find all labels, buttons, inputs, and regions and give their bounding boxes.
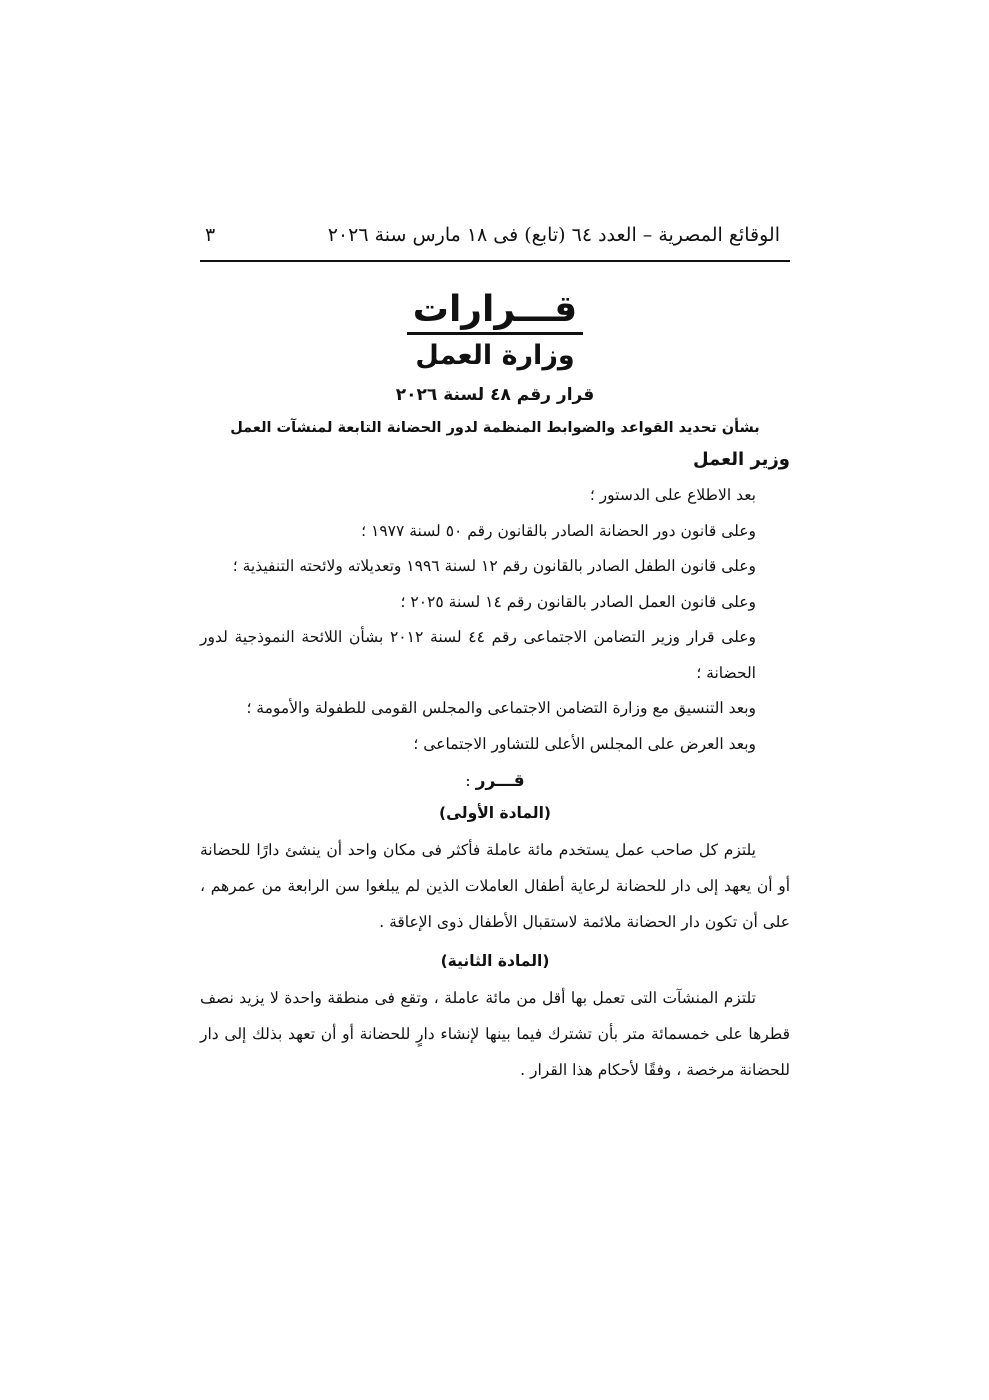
section-title: قـــرارات	[200, 288, 790, 332]
article-2-heading: (المادة الثانية)	[440, 952, 550, 970]
page-number: ٣	[205, 224, 216, 246]
recital-item: وبعد التنسيق مع وزارة التضامن الاجتماعى والمجلس القومى للطفولة والأمومة ؛	[246, 699, 756, 717]
recital-item: وعلى قانون العمل الصادر بالقانون رقم ١٤ لسنة ٢٠٢٥ ؛	[400, 592, 756, 611]
gazette-page	[200, 224, 790, 1094]
recital-item: وعلى قرار وزير التضامن الاجتماعى رقم ٤٤ لسنة ٢٠١٢ بشأن اللائحة النموذجية لدور الحضانة ؛	[200, 628, 756, 682]
recital-item: وعلى قانون دور الحضانة الصادر بالقانون رقم ٥٠ لسنة ١٩٧٧ ؛	[361, 521, 756, 540]
decided-heading	[200, 764, 790, 798]
running-title: الوقائع المصرية – العدد ٦٤ (تابع) فى ١٨ مارس سنة ٢٠٢٦	[327, 224, 780, 246]
decree-number: قرار رقم ٤٨ لسنة ٢٠٢٦	[395, 385, 595, 405]
article-1-heading: (المادة الأولى)	[438, 804, 551, 822]
issuer-title: وزير العمل	[693, 449, 790, 470]
header-rule	[200, 260, 790, 262]
recital-item: بعد الاطلاع على الدستور ؛	[589, 486, 756, 504]
ministry-name: وزارة العمل	[415, 340, 575, 371]
recital-item: وعلى قانون الطفل الصادر بالقانون رقم ١٢ لسنة ١٩٩٦ وتعديلاته ولائحته التنفيذية ؛	[232, 557, 756, 575]
decided-word: قـــرر	[475, 771, 525, 791]
recital-item: وبعد العرض على المجلس الأعلى للتشاور الاجتماعى ؛	[413, 734, 756, 753]
recitals	[200, 478, 790, 762]
article-1-text: يلتزم كل صاحب عمل يستخدم مائة عاملة فأكثر فى مكان واحد أن ينشئ دارًا للحضانة أو أن يعهد إلى دار للحضانة لرعاية أطفال العاملات الذين لم يبلغوا سن الرابعة من عمرهم ، على أن تكون دار الحضانة ملائمة لاستقبال الأطفال ذوى الإعاقة .	[200, 841, 790, 931]
decided-colon: :	[465, 771, 471, 790]
decree-subject: بشأن تحديد القواعد والضوابط المنظمة لدور الحضانة التابعة لمنشآت العمل	[230, 420, 760, 436]
page-header	[200, 224, 790, 256]
article-2-text: تلتزم المنشآت التى تعمل بها أقل من مائة عاملة ، وتقع فى منطقة واحدة لا يزيد نصف قطرها على خمسمائة متر بأن تشترك فيما بينها لإنشاء دارٍ للحضانة أو أن تعهد بذلك إلى دار للحضانة مرخصة ، وفقًا لأحكام هذا القرار .	[200, 989, 790, 1079]
